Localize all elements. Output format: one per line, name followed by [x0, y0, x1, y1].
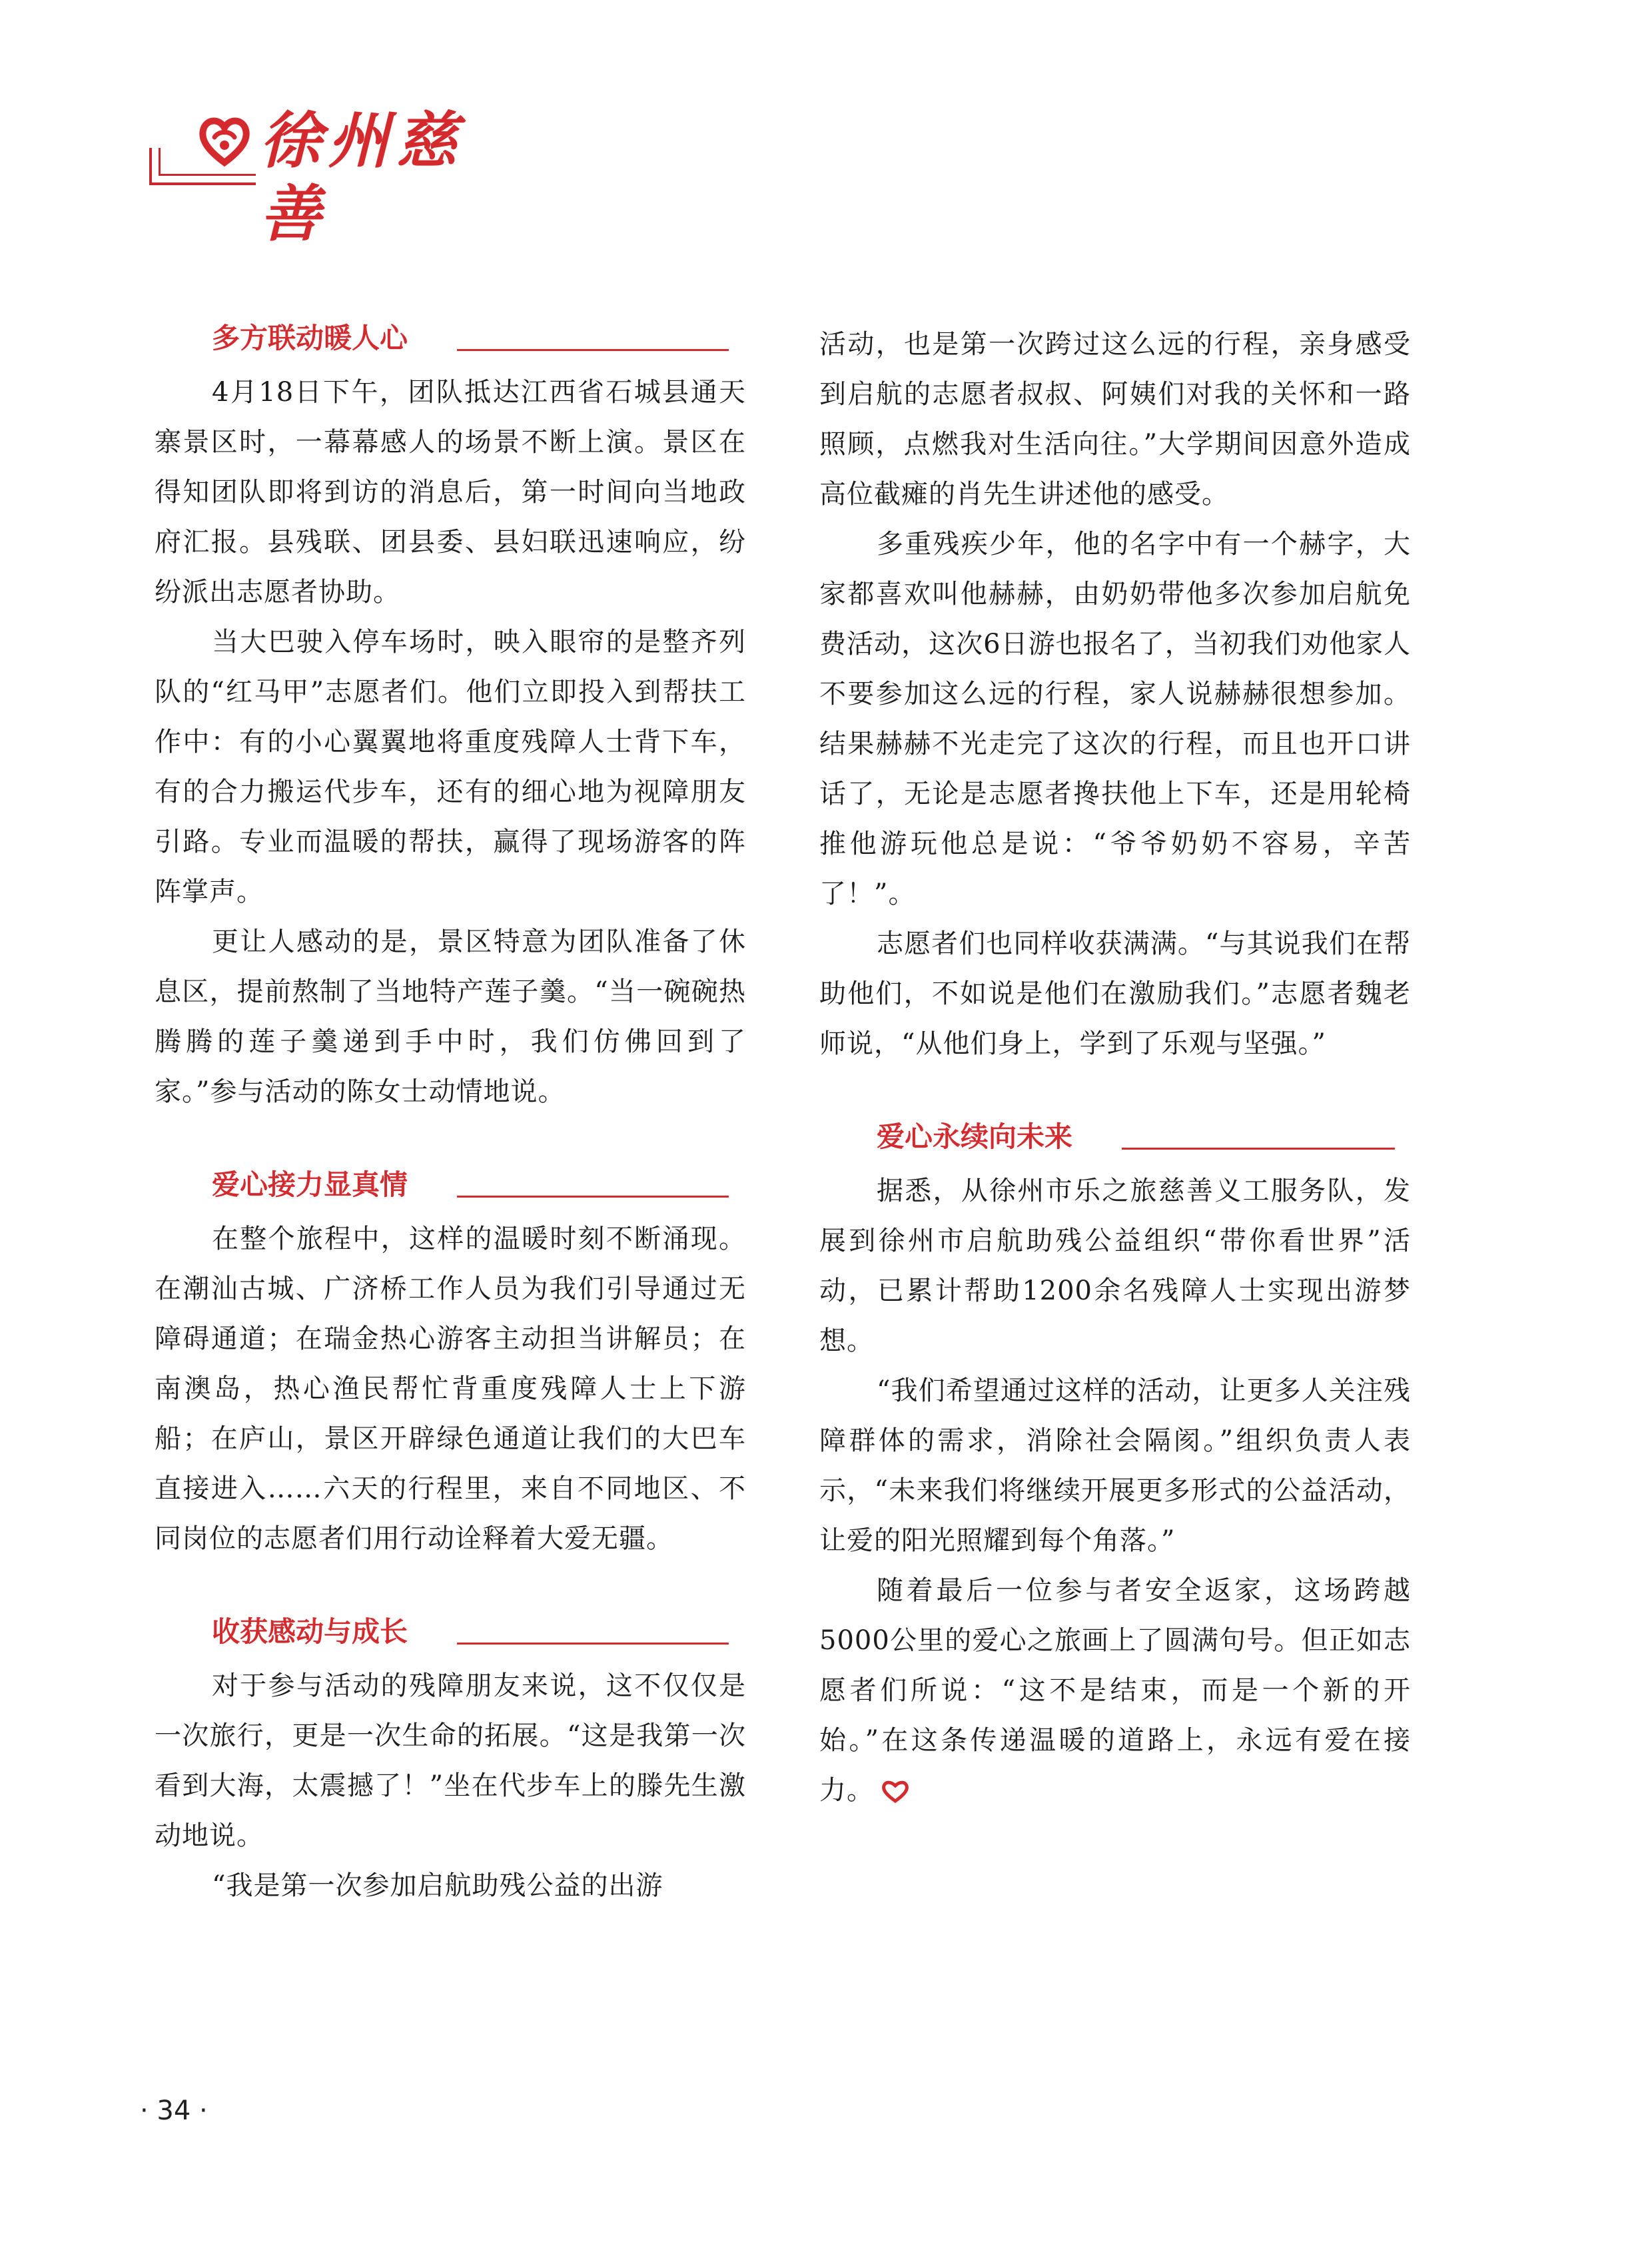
heart-icon: [881, 1779, 910, 1803]
paragraph: 多重残疾少年，他的名字中有一个赫字，大家都喜欢叫他赫赫，由奶奶带他多次参加启航免费活动，这次6日游也报名了，当初我们劝他家人不要参加这么远的行程，家人说赫赫很想参加。结果赫赫不光走完了这次的行程，而且也开口讲话了，无论是志愿者搀扶他上下车，还是用轮椅推他游玩他总是说：“爷爷奶奶不容易，辛苦了！”。: [819, 529, 1411, 909]
section-heading: [155, 1160, 746, 1214]
section-heading: [819, 1112, 1411, 1166]
paragraph-final-text: 随着最后一位参与者安全返家，这场跨越5000公里的爱心之旅画上了圆满句号。但正如志愿者们所说：“这不是结束，而是一个新的开始。”在这条传递温暖的道路上，永远有爱在接力。: [819, 1575, 1411, 1806]
right-column: [819, 320, 1411, 1816]
masthead: [149, 100, 509, 250]
paragraph: “我们希望通过这样的活动，让更多人关注残障群体的需求，消除社会隔阂。”组织负责人表示，“未来我们将继续开展更多形式的公益活动，让爱的阳光照耀到每个角落。”: [819, 1375, 1411, 1556]
section-heading: [155, 1607, 746, 1661]
left-column: [155, 313, 746, 1911]
page-number: · 34 ·: [140, 2095, 208, 2126]
paragraph: 志愿者们也同样收获满满。“与其说我们在帮助他们，不如说是他们在激励我们。”志愿者魏老师说，“从他们身上，学到了乐观与坚强。”: [819, 929, 1411, 1059]
paragraph: 当大巴驶入停车场时，映入眼帘的是整齐列队的“红马甲”志愿者们。他们立即投入到帮扶工作中：有的小心翼翼地将重度残障人士背下车，有的合力搬运代步车，还有的细心地为视障朋友引路。专业而温暖的帮扶，赢得了现场游客的阵阵掌声。: [155, 627, 746, 907]
paragraph-final: [819, 1566, 1411, 1816]
heading-rule: [457, 349, 729, 351]
heading-rule: [1122, 1148, 1395, 1150]
charity-logo-icon: [195, 111, 254, 171]
paragraph: “我是第一次参加启航助残公益的出游: [212, 1870, 663, 1901]
section-title: 爱心永续向未来: [877, 1120, 1073, 1153]
paragraph: 4月18日下午，团队抵达江西省石城县通天寨景区时，一幕幕感人的场景不断上演。景区在得知团队即将到访的消息后，第一时间向当地政府汇报。县残联、团县委、县妇联迅速响应，纷纷派出志愿者协助。: [155, 377, 746, 607]
heading-rule: [457, 1196, 729, 1198]
heading-rule: [457, 1643, 729, 1645]
paragraph: 更让人感动的是，景区特意为团队准备了休息区，提前熬制了当地特产莲子羹。“当一碗碗热腾腾的莲子羹递到手中时，我们仿佛回到了家。”参与活动的陈女士动情地说。: [155, 927, 746, 1107]
section-title: 收获感动与成长: [212, 1615, 408, 1648]
paragraph: 活动，也是第一次跨过这么远的行程，亲身感受到启航的志愿者叔叔、阿姨们对我的关怀和一路照顾，点燃我对生活向往。”大学期间因意外造成高位截瘫的肖先生讲述他的感受。: [819, 329, 1411, 510]
paragraph: 在整个旅程中，这样的温暖时刻不断涌现。在潮汕古城、广济桥工作人员为我们引导通过无障碍通道；在瑞金热心游客主动担当讲解员；在南澳岛，热心渔民帮忙背重度残障人士上下游船；在庐山，景区开辟绿色通道让我们的大巴车直接进入……六天的行程里，来自不同地区、不同岗位的志愿者们用行动诠释着大爱无疆。: [155, 1224, 746, 1554]
section-title: 多方联动暖人心: [212, 322, 408, 354]
paragraph: 对于参与活动的残障朋友来说，这不仅仅是一次旅行，更是一次生命的拓展。“这是我第一次看到大海，太震撼了！”坐在代步车上的滕先生激动地说。: [155, 1671, 746, 1851]
paragraph: 据悉，从徐州市乐之旅慈善义工服务队，发展到徐州市启航助残公益组织“带你看世界”活动，已累计帮助1200余名残障人士实现出游梦想。: [819, 1176, 1411, 1356]
masthead-title: 徐州慈善: [256, 104, 509, 250]
section-title: 爱心接力显真情: [212, 1168, 408, 1201]
section-heading: [155, 313, 746, 368]
